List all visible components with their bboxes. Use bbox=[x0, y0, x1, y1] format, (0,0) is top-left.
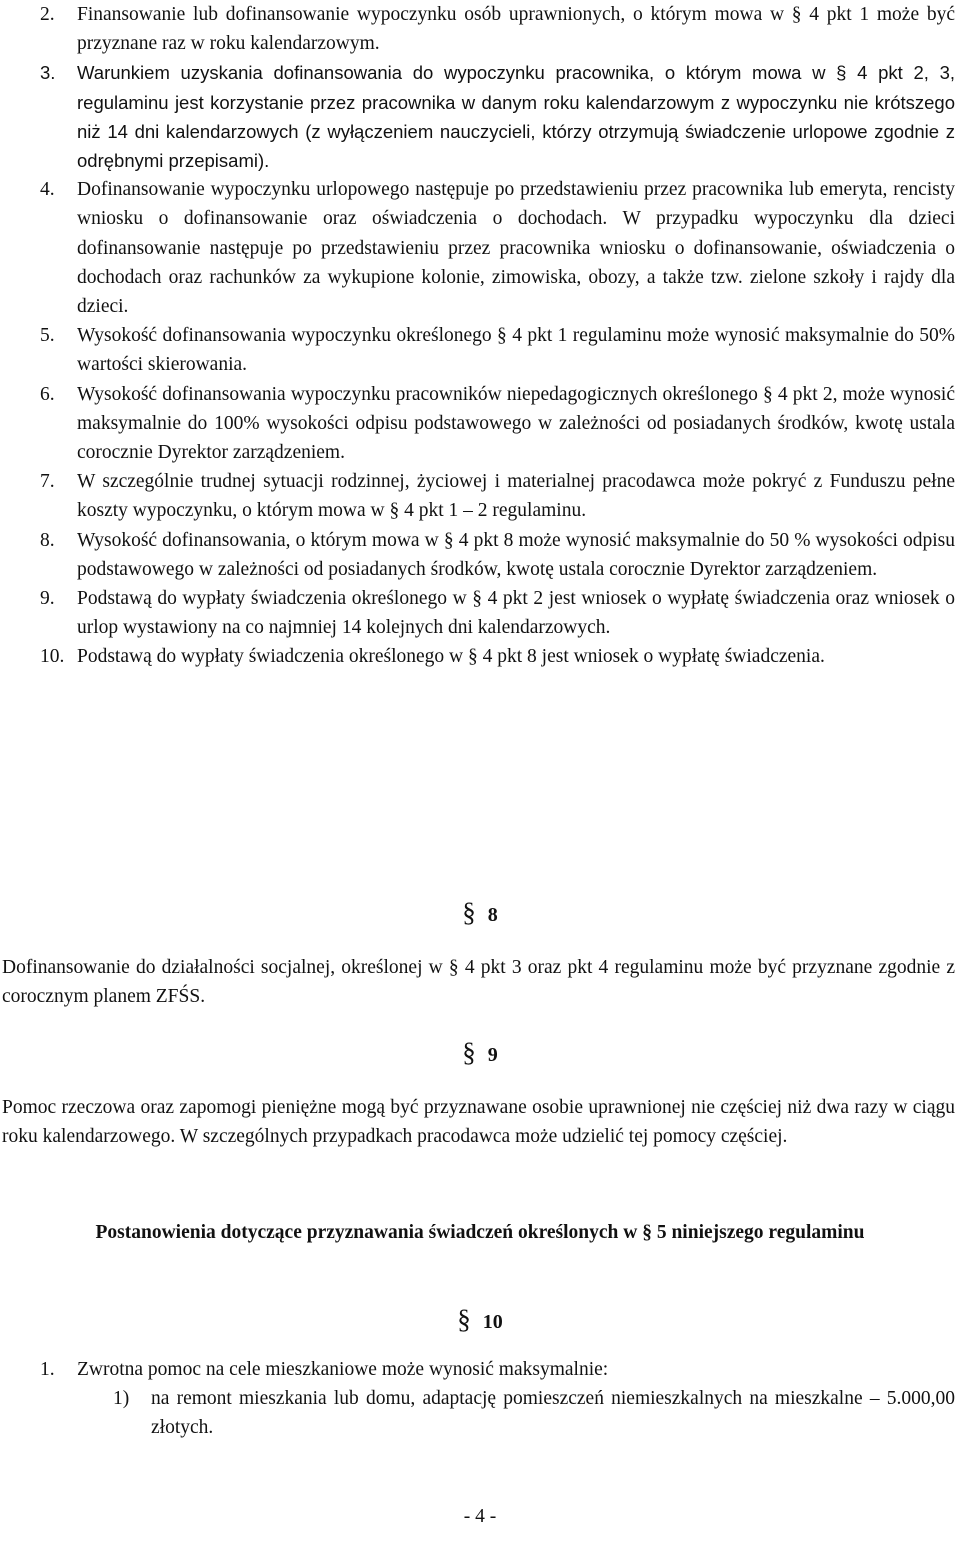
item-number: 4. bbox=[40, 179, 55, 201]
item-number: 3. bbox=[40, 62, 56, 84]
item-number: 6. bbox=[40, 383, 55, 405]
list-item bbox=[0, 526, 955, 584]
list-item bbox=[0, 58, 955, 175]
chapter-heading: Postanowienia dotyczące przyznawania świadczeń określonych w § 5 niniejszego regulaminu bbox=[95, 1222, 865, 1243]
section-number: 10 bbox=[482, 1311, 503, 1333]
item-number: 5. bbox=[40, 325, 55, 347]
list-item bbox=[0, 175, 955, 321]
list-item bbox=[0, 380, 955, 468]
list-item bbox=[0, 642, 955, 671]
section-10-heading bbox=[0, 1305, 960, 1337]
sub-list bbox=[77, 1384, 955, 1442]
item-text: Wysokość dofinansowania, o którym mowa w § 4 pkt 8 może wynosić maksymalnie do 50 % wysokości odpisu podstawowego w zależności od posiadanych środków, kwotę ustala corocznie Dyrektor zarządzeniem. bbox=[77, 529, 955, 580]
item-number: 2. bbox=[40, 4, 55, 25]
sub-list-item bbox=[77, 1384, 955, 1442]
item-text: Dofinansowanie wypoczynku urlopowego następuje po przedstawieniu przez pracownika lub emeryta, rencisty wniosku o dofinansowanie oraz oświadczenia o dochodach. W przypadku wypoczynku dla dzieci dofinansowanie następuje po przedstawieniu przez pracownika wniosku o dofinansowanie, oświadczenia o dochodach oraz rachunków za wykupione kolonie, zimowiska, obozy, a także tzw. zielone szkoły i rajdy dla dzieci. bbox=[77, 179, 955, 318]
numbered-list bbox=[0, 0, 955, 672]
item-text: W szczególnie trudnej sytuacji rodzinnej, życiowej i materialnej pracodawca może pokryć z Funduszu pełne koszty wypoczynku, o którym mowa w § 4 pkt 1 – 2 regulaminu. bbox=[77, 471, 955, 522]
page-number: - 4 - bbox=[463, 1506, 497, 1527]
section-number: 9 bbox=[487, 1044, 498, 1066]
item-number: 9. bbox=[40, 588, 55, 610]
item-text: Finansowanie lub dofinansowanie wypoczynku osób uprawnionych, o którym mowa w § 4 pkt 1 może być przyznane raz w roku kalendarzowym. bbox=[77, 4, 955, 55]
section-9-text: Pomoc rzeczowa oraz zapomogi pieniężne mogą być przyznawane osobie uprawnionej nie częściej niż dwa razy w ciągu roku kalendarzowego. W szczególnych przypadkach pracodawca może udzielić tej pomocy częściej. bbox=[2, 1097, 955, 1148]
section-symbol: § bbox=[462, 1037, 476, 1067]
item-text: Zwrotna pomoc na cele mieszkaniowe może wynosić maksymalnie: bbox=[77, 1359, 609, 1380]
section-10-list bbox=[0, 1355, 955, 1443]
item-number: 10. bbox=[40, 646, 65, 668]
item-text: Warunkiem uzyskania dofinansowania do wypoczynku pracownika, o którym mowa w § 4 pkt 2, 3, regulaminu jest korzystanie przez pracownika w danym roku kalendarzowym z wypoczynku nie krótszego niż 14 dni kalendarzowych (z wyłączeniem nauczycieli, którzy otrzymują świadczenie urlopowe zgodnie z odrębnymi przepisami). bbox=[77, 62, 955, 172]
section-number: 8 bbox=[487, 904, 498, 926]
list-item bbox=[0, 1355, 955, 1443]
item-text: Podstawą do wypłaty świadczenia określonego w § 4 pkt 2 jest wniosek o wypłatę świadczenia oraz wniosek o urlop wystawiony na co najmniej 14 kolejnych dni kalendarzowych. bbox=[77, 588, 955, 639]
list-item bbox=[0, 0, 955, 58]
item-number: 1. bbox=[40, 1359, 55, 1380]
item-text: Wysokość dofinansowania wypoczynku pracowników niepedagogicznych określonego § 4 pkt 2, może wynosić maksymalnie do 100% wysokości odpisu podstawowego w zależności od posiadanych środków, kwotę ustala corocznie Dyrektor zarządzeniem. bbox=[77, 383, 955, 464]
sub-item-number: 1) bbox=[113, 1388, 130, 1410]
list-item bbox=[0, 467, 955, 525]
list-item bbox=[0, 584, 955, 642]
item-text: Wysokość dofinansowania wypoczynku określonego § 4 pkt 1 regulaminu może wynosić maksymalnie do 50% wartości skierowania. bbox=[77, 325, 955, 376]
section-9-heading bbox=[0, 1038, 960, 1070]
section-symbol: § bbox=[457, 1304, 471, 1334]
section-symbol: § bbox=[462, 897, 476, 927]
item-number: 7. bbox=[40, 471, 55, 493]
list-item bbox=[0, 321, 955, 379]
item-text: Podstawą do wypłaty świadczenia określonego w § 4 pkt 8 jest wniosek o wypłatę świadczenia. bbox=[77, 646, 825, 668]
sub-item-text: na remont mieszkania lub domu, adaptację pomieszczeń niemieszkalnych na mieszkalne – 5.000,00 złotych. bbox=[151, 1388, 955, 1439]
item-number: 8. bbox=[40, 529, 55, 551]
section-8-text: Dofinansowanie do działalności socjalnej, określonej w § 4 pkt 3 oraz pkt 4 regulaminu może być przyznane zgodnie z corocznym planem ZFŚS. bbox=[2, 957, 955, 1008]
section-8-heading bbox=[0, 898, 960, 930]
